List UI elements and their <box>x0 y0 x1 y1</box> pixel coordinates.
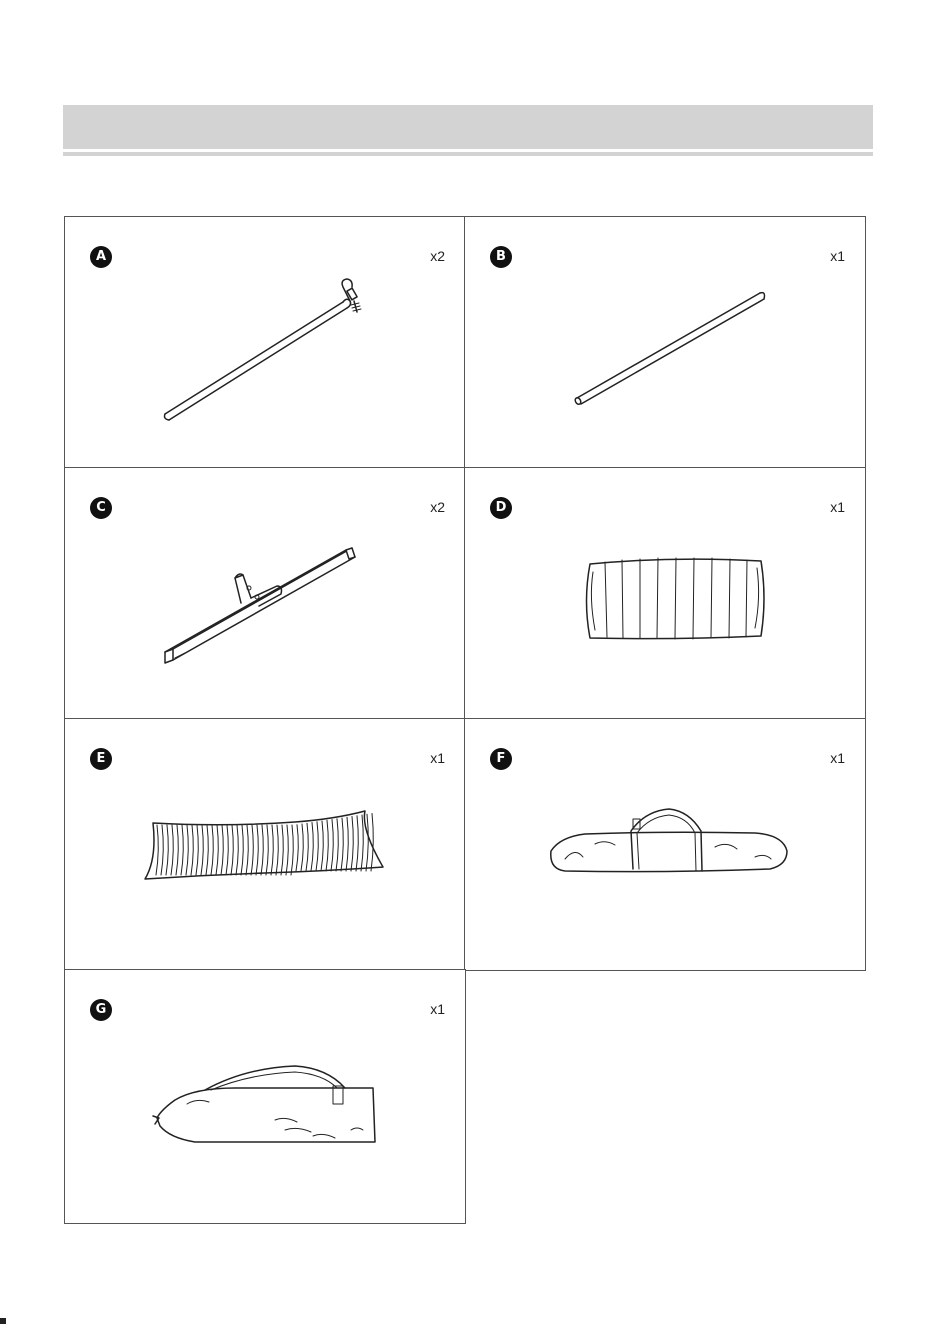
rolled-fabric-icon <box>465 468 865 718</box>
part-cell-e <box>64 718 466 971</box>
section-header-rule <box>63 152 873 156</box>
part-quantity: x1 <box>830 750 845 766</box>
stuff-sack-icon <box>65 970 465 1222</box>
page-corner-mark <box>0 1318 6 1324</box>
part-letter-badge: B <box>490 246 512 268</box>
part-letter-badge: D <box>490 497 512 519</box>
striped-hammock-roll-icon <box>65 719 465 969</box>
part-cell-f <box>464 718 866 971</box>
parts-grid <box>64 216 866 1224</box>
part-cell-g <box>64 969 466 1224</box>
part-quantity: x2 <box>430 248 445 264</box>
part-cell-b <box>464 216 866 469</box>
part-letter-badge: G <box>90 999 112 1021</box>
part-quantity: x1 <box>830 248 845 264</box>
section-header-band <box>63 105 873 149</box>
part-cell-c <box>64 467 466 720</box>
part-cell-a <box>64 216 466 469</box>
part-quantity: x2 <box>430 499 445 515</box>
part-letter-badge: F <box>490 748 512 770</box>
straight-pole-icon <box>465 217 865 467</box>
part-cell-d <box>464 467 866 720</box>
part-letter-badge: E <box>90 748 112 770</box>
part-letter-badge: C <box>90 497 112 519</box>
part-quantity: x1 <box>430 1001 445 1017</box>
pole-with-hook-icon <box>65 217 465 467</box>
part-letter-badge: A <box>90 246 112 268</box>
part-quantity: x1 <box>830 499 845 515</box>
part-quantity: x1 <box>430 750 445 766</box>
pole-with-connector-icon <box>65 468 465 718</box>
carry-bag-icon <box>465 719 865 969</box>
